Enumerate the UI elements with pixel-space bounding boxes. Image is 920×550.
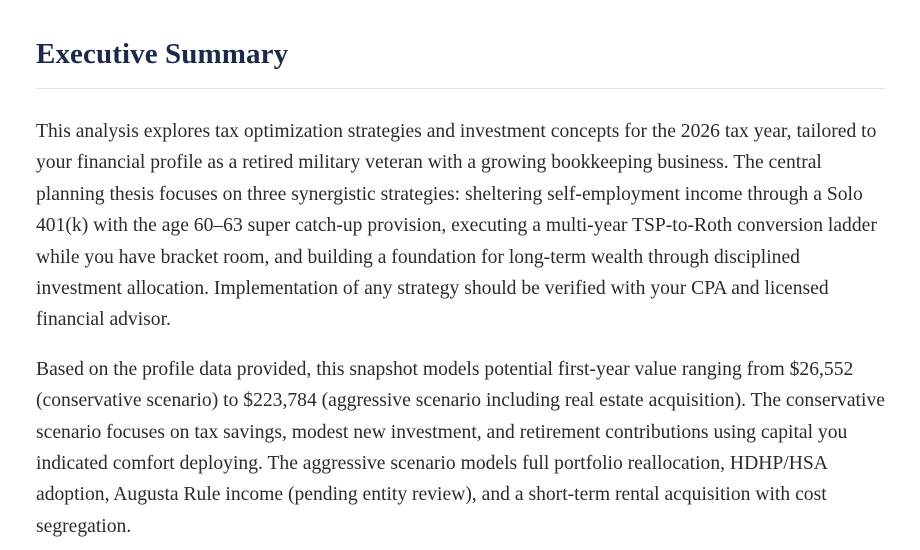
- summary-paragraph-scenarios: Based on the profile data provided, this snapshot models potential first-year value ranging from $26,552 (conservative scenario) to $223,784 (aggressive scenario including real estate acquisition). The conservative scenario focuses on tax savings, modest new investment, and retirement contributions using capital you indicated comfort deploying. The aggressive scenario models full portfolio reallocation, HDHP/HSA adoption, Augusta Rule income (pending entity review), and a short-term rental acquisition with cost segregation.: [36, 358, 885, 537]
- heading-divider: [36, 88, 885, 89]
- summary-paragraph-overview: This analysis explores tax optimization strategies and investment concepts for the 2026 tax year, tailored to your financial profile as a retired military veteran with a growing bookkeeping business. The central planning thesis focuses on three synergistic strategies: sheltering self-employment income through a Solo 401(k) with the age 60–63 super catch-up provision, executing a multi-year TSP-to-Roth conversion ladder while you have bracket room, and building a foundation for long-term wealth through disciplined investment allocation. Implementation of any strategy should be verified with your CPA and licensed financial advisor.: [36, 121, 877, 331]
- section-heading: Executive Summary: [36, 38, 289, 70]
